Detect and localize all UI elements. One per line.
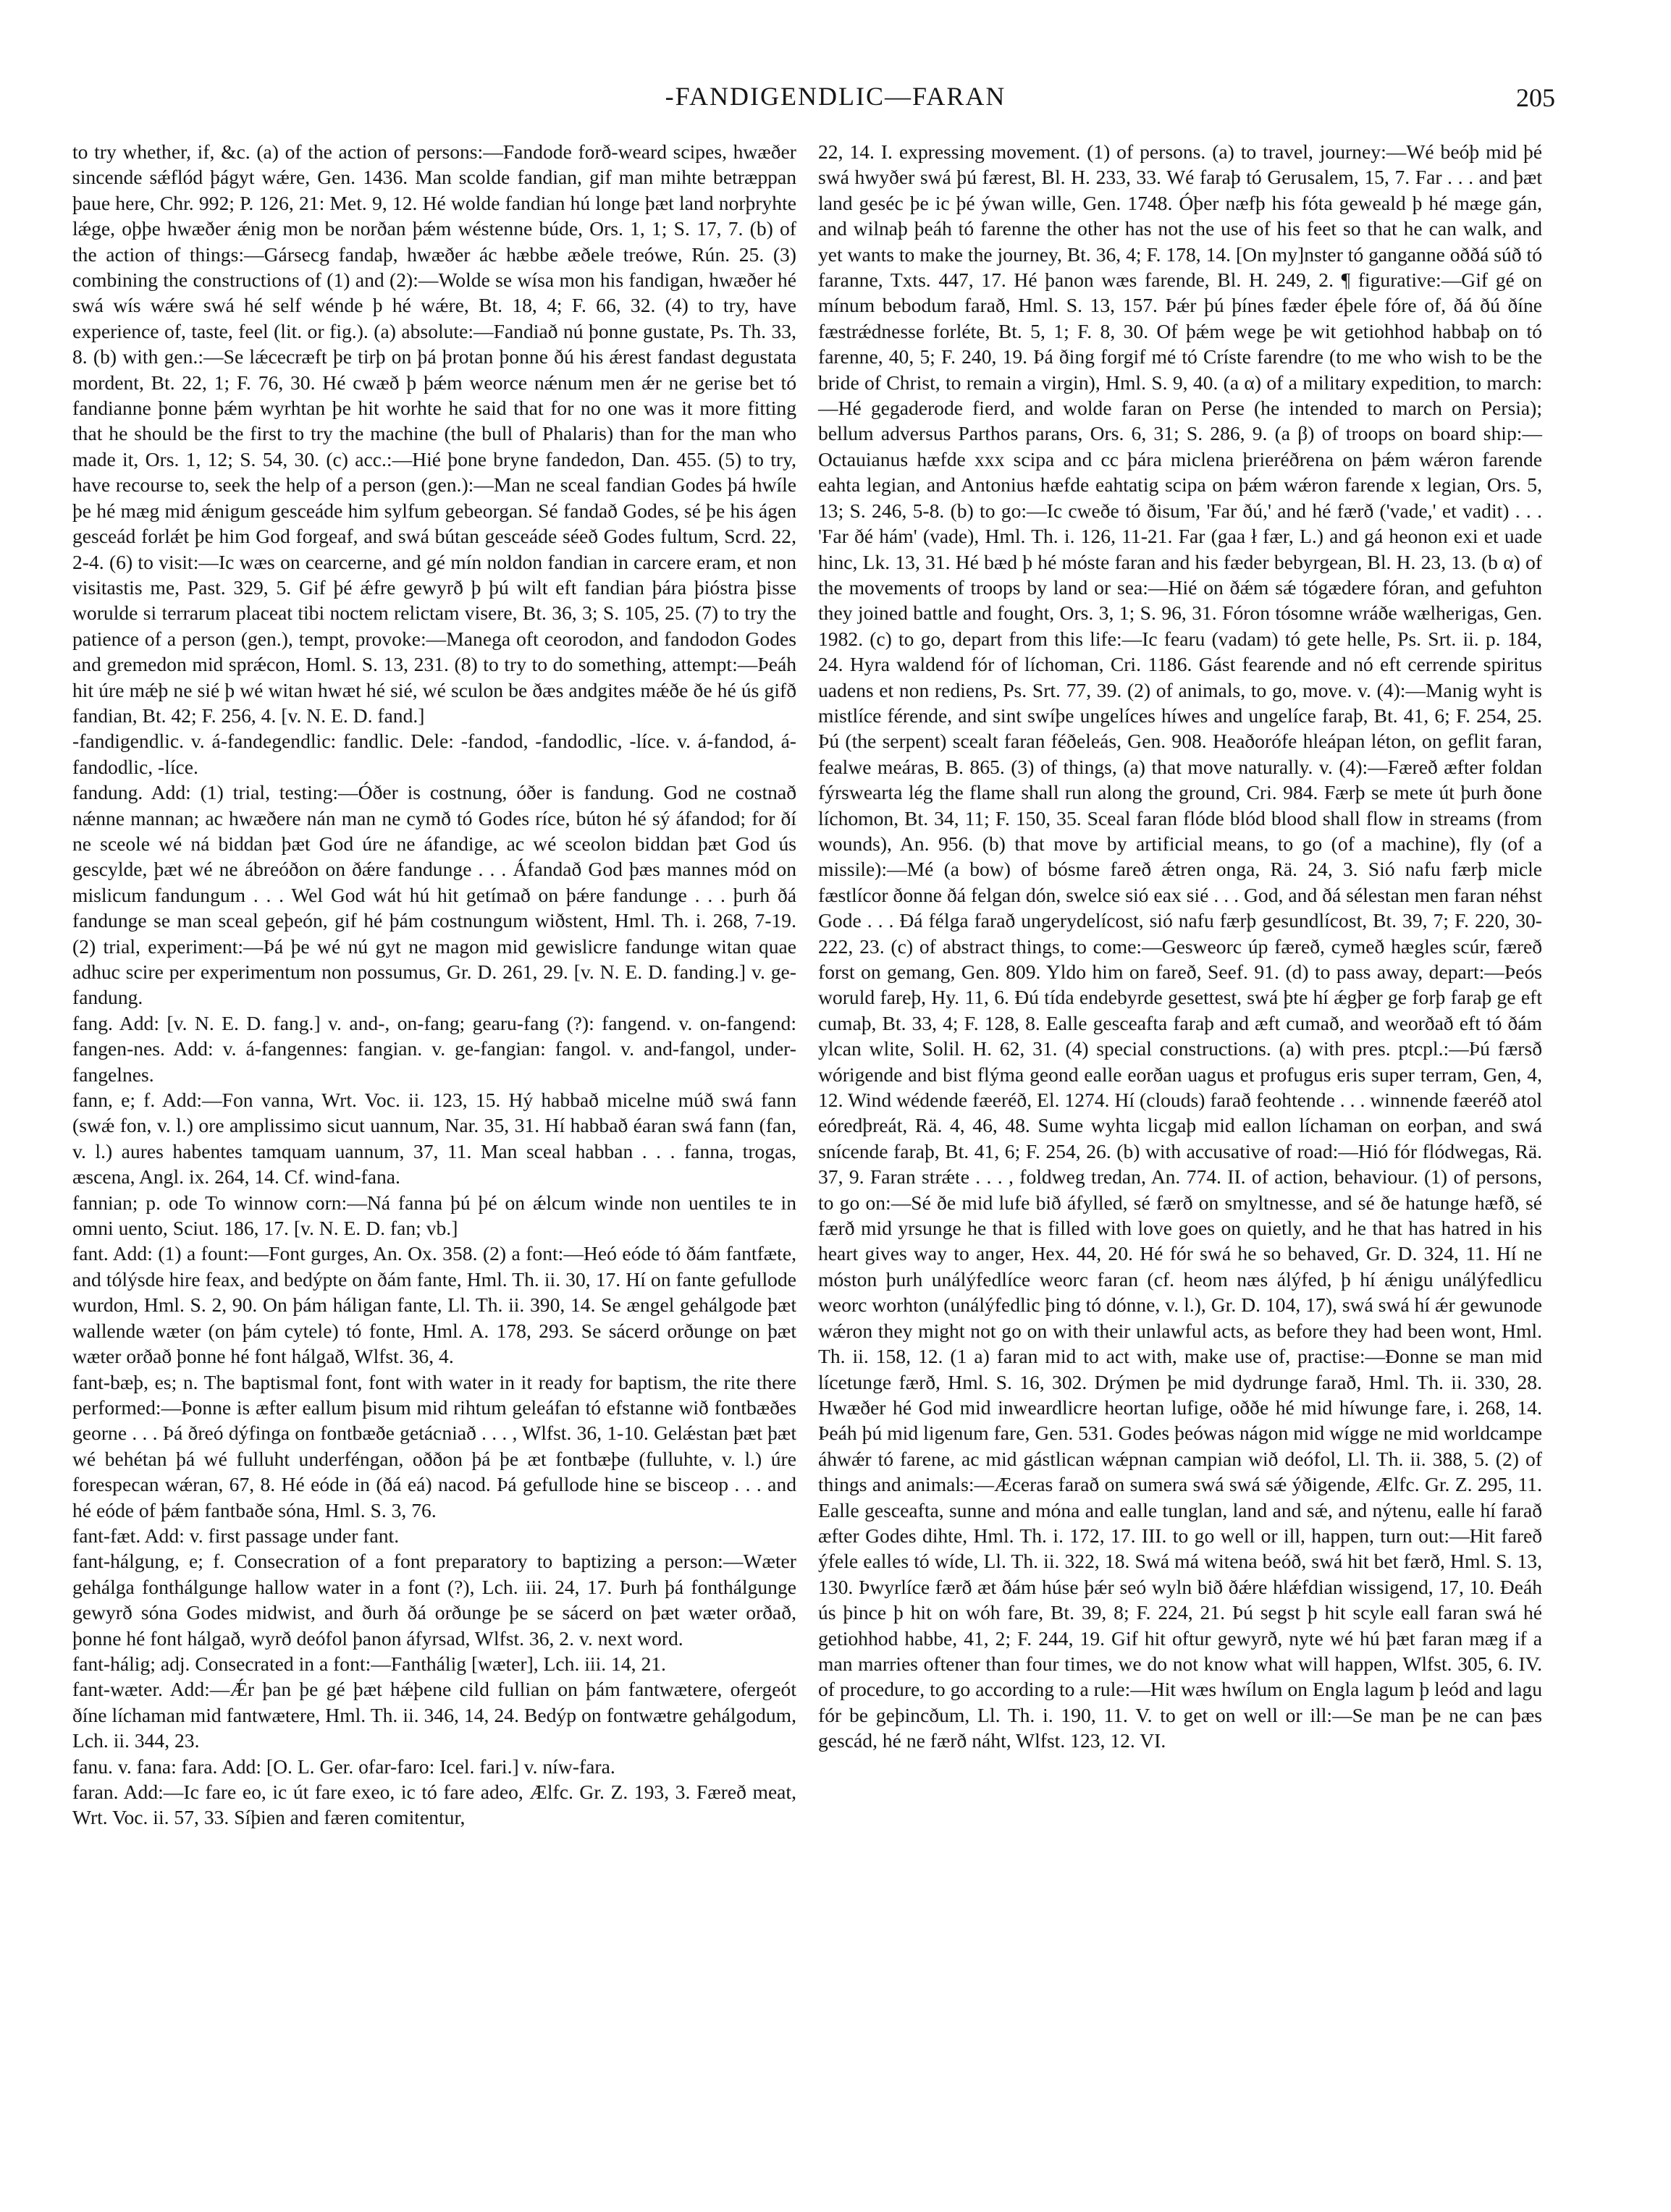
entry-fannian: fannian; p. ode To winnow corn:—Ná fanna þú þé on ǽlcum winde non uentiles te in omni uento, Sciut. 186, 17. [v. N. E. D. fan; vb.] (72, 1191, 796, 1240)
entry-fant-baeth: fant-bæþ, es; n. The baptismal font, font with water in it ready for baptism, the rite there performed:—Þonne is æfter eallum þisum mid rihtum geleáfan tó efstanne wið fontbæðes georne . . . Þá ðreó dýfinga on fontbæðe getácniað . . . , Wlfst. 36, 1-10. Gelǽstan þæt þæt wé behétan þá wé fulluht underféngan, oððon þá þe æt fontbæþe (fulluhte, v. l.) úre forespecan wǽran, 67, 8. Hé eóde in (ðá eá) nacod. Þá gefullode hine se bisceop . . . and hé eóde of þǽm fantbaðe sóna, Hml. S. 3, 76. (72, 1370, 796, 1521)
entry-fann: fann, e; f. Add:—Fon vanna, Wrt. Voc. ii. 123, 15. Hý habbað micelne múð swá fann (swǽ fon, v. l.) ore amplissimo sicut uannum, Nar. 35, 31. Hí habbað éaran swá fann (fan, v. l.) aures habentes tamquam uannum, 37, 11. Man sceal habban . . . fanna, trogas, æscena, Angl. ix. 264, 14. Cf. wind-fana. (72, 1089, 796, 1189)
entry-fant-halig: fant-hálig; adj. Consecrated in a font:—Fanthálig [wæter], Lch. iii. 14, 21. (72, 1652, 666, 1675)
entry-fang: fang. Add: [v. N. E. D. fang.] v. and-, on-fang; gearu-fang (?): fangend. v. on-fangend: fangen-nes. Add: v. á-fangennes: fangian. v. ge-fangian: fangol. v. and-fangol, under-fangelnes. (72, 1011, 796, 1086)
page-title: -FANDIGENDLIC—FARAN (665, 82, 1006, 111)
right-column (818, 139, 1542, 1754)
page-number: 205 (1516, 83, 1555, 112)
entry-fant-waeter: fant-wæter. Add:—Ǽr þan þe gé þæt hǽþene cild fullian on þám fantwætere, ofergeót ðíne líchaman mid fantwætere, Hml. Th. ii. 346, 14, 24. Bedýp on fontwætre gehálgodum, Lch. ii. 344, 23. (72, 1678, 796, 1752)
entry-fant: fant. Add: (1) a fount:—Font gurges, An. Ox. 358. (2) a font:—Heó eóde tó ðám fantfæte, and tólýsde hire feax, and bedýpte on ðám fante, Hml. Th. ii. 30, 17. Hí on fante gefullode wurdon, Hml. S. 2, 90. On þám háligan fante, Ll. Th. ii. 390, 14. Se ængel gehálgode þæt wallende wæter (on þám cytele) tó fonte, Hml. A. 178, 293. Se sácerd orðunge on þæt wæter orðað þonne hé font hálgað, Wlfst. 36, 4. (72, 1242, 796, 1368)
entry-fandigendlic: -fandigendlic. v. á-fandegendlic: fandlic. Dele: -fandod, -fandodlic, -líce. v. á-fandod, á-fandodlic, -líce. (72, 730, 796, 778)
entry-faran-continued: 22, 14. I. expressing movement. (1) of persons. (a) to travel, journey:—Wé beóþ mid þé swá hwyðer swá þú færest, Bl. H. 233, 33. Wé faraþ tó Gerusalem, 15, 7. Far . . . and þæt land geséc þe ic þé ýwan wille, Gen. 1748. Óþer næfþ his fóta geweald þ hé mæge gán, and wilnaþ þeáh tó farenne the other has not the use of his feet so that he can walk, and yet wants to make the journey, Bt. 36, 4; F. 178, 14. [On my]nster tó ganganne oððá súð tó faranne, Txts. 447, 17. Hé þanon wæs farende, Bl. H. 249, 2. ¶ figurative:—Gif gé on mínum bebodum farað, Hml. S. 13, 157. Þǽr þú þínes fæder éþele fóre of, ðá ðú ðíne fæstrǽdnesse forléte, Bt. 5, 1; F. 8, 30. Of þǽm wege þe wit getiohhod habbaþ on tó farenne, 40, 5; F. 240, 19. Þá ðing forgif mé tó Críste farendre (to me who wish to be the bride of Christ, to remain a virgin), Hml. S. 9, 40. (a α) of a military expedition, to march:—Hé gegaderode fierd, and wolde faran on Perse (he intended to march on Persia); bellum adversus Parthos parans, Ors. 6, 31; S. 286, 9. (a β) of troops on board ship:—Octauianus hæfde xxx scipa and cc þára miclena þrieréðrena on þǽm wǽron farende eahta legian, and Antonius hæfde eahtatig scipa on þǽm wǽron farende x legian, Ors. 5, 13; S. 246, 5-8. (b) to go:—Ic cweðe tó ðisum, 'Far ðú,' and hé færð ('vade,' et vadit) . . . 'Far ðé hám' (vade), Hml. Th. i. 126, 11-21. Far (gaa ł fær, L.) and gá heonon exi et uade hinc, Lk. 13, 31. Hé bæd þ hé móste faran and his fæder bebyrgean, Bl. H. 23, 13. (b α) of the movements of troops by land or sea:—Hié on ðǽm sǽ tógædere fóran, and gefuhton they joined battle and fought, Ors. 3, 1; S. 96, 31. Fóron tósomne wráðe wælherigas, Gen. 1982. (c) to go, depart from this life:—Ic fearu (vadam) tó gete helle, Ps. Srt. ii. p. 184, 24. Hyra waldend fór of líchoman, Cri. 1186. Gást fearende and nó eft cerrende spiritus uadens et non rediens, Ps. Srt. 77, 39. (2) of animals, to go, move. v. (4):—Manig wyht is mistlíce férende, and sint swíþe ungelíces híwes and ungelíce faraþ, Bt. 41, 6; F. 254, 25. Þú (the serpent) scealt faran féðeleás, Gen. 908. Heaðorófe hleápan léton, on geflit faran, fealwe meáras, B. 865. (3) of things, (a) that move naturally. v. (4):—Færeð æfter foldan fýrswearta lég the flame shall run along the ground, Cri. 984. Færþ se mete út þurh ðone líchomon, Bt. 34, 11; F. 150, 35. Sceal faran flóde blód blood shall flow in streams (from wounds), An. 956. (b) that move by artificial means, to go (of a machine), fly (of a missile):—Mé (a bow) of bósme fareð ǽtren onga, Rä. 24, 3. Sió nafu færþ micle fæstlícor ðonne ðá felgan dón, swelce sió eax sié . . . God, and ðá sélestan men faran néhst Gode . . . Ðá félga farað ungerydelícost, sió nafu færþ gesundlícost, Bt. 39, 7; F. 220, 30-222, 23. (c) of abstract things, to come:—Gesweorc úp færeð, cymeð hægles scúr, færeð forst on gemang, Gen. 809. Yldo him on fareð, Seef. 91. (d) to pass away, depart:—Þeós woruld fareþ, Hy. 11, 6. Ðú tída endebyrde gesettest, swá þte hí ǽgþer ge forþ faraþ ge eft cumaþ, Bt. 33, 4; F. 128, 8. Ealle gesceafta faraþ and æft cumað, and weorðað eft tó ðám ylcan wlite, Solil. H. 62, 31. (4) special constructions. (a) with pres. ptcpl.:—Þú færsð wórigende and bist flýma geond ealle eorðan uagus et profugus eris super terram, Gen, 4, 12. Wind wédende fæeréð, El. 1274. Hí (clouds) farað feohtende . . . winnende fæeréð atol eóredþreát, Rä. 4, 46, 48. Sume wyhta licgaþ mid eallon líchaman on eorþan, and swá snícende faraþ, Bt. 41, 6; F. 254, 26. (b) with accusative of road:—Hió fór flódwegas, Rä. 37, 9. Faran strǽte . . . , foldweg tredan, An. 774. II. of action, behaviour. (1) of persons, to go on:—Sé ðe mid lufe bið áfylled, sé færð on smyltnesse, and sé ðe hatunge hæfð, sé færð mid yrsunge he that is filled with love goes on quietly, and he that has hatred in his heart gives way to anger, Hex. 44, 20. Hé fór swá he so behaved, Gr. D. 324, 11. Hí ne móston þurh unálýfedlíce weorc faran (cf. heom næs álýfed, þ hí ǽnigu unálýfedlicu weorc worhton (unálýfedlic þing tó dónne, v. l.), Gr. D. 104, 17), swá swá hí ǽr gewunode wǽron they might not go on with their unlawful acts, as before they had been wont, Hml. Th. ii. 158, 12. (1 a) faran mid to act with, make use of, practise:—Ðonne se man mid lícetunge færð, Hml. S. 16, 302. Drýmen þe mid dydrunge farað, Hml. Th. ii. 330, 28. Hwæðer hé God mid inweardlicre heortan lufige, oððe hé mid híwunge fare, i. 268, 14. Þeáh þú mid ligenum fare, Gen. 531. Godes þeówas nágon mid wígge ne mid worldcampe áhwǽr tó farene, ac mid gástlican wǽpnan campian wið deófol, Ll. Th. ii. 388, 5. (2) of things and animals:—Æceras farað on sumera swá swá sǽ ýðigende, Ælfc. Gr. Z. 295, 11. Ealle gesceafta, sunne and móna and ealle tunglan, land and sǽ, and nýtenu, ealle hí farað æfter Godes dihte, Hml. Th. i. 172, 17. III. to go well or ill, happen, turn out:—Hit fareð ýfele ealles tó wíde, Ll. Th. ii. 322, 18. Swá má witena beóð, swá hit bet færð, Hml. S. 13, 130. Þwyrlíce færð æt ðám húse þǽr seó wyln bið ðǽre hlǽfdian wissigend, 17, 10. Ðeáh ús þince þ hit on wóh fare, Bt. 39, 8; F. 224, 21. Þú segst þ hit scyle eall faran swá hé getiohhod habbe, 41, 2; F. 244, 19. Gif hit oftur gewyrð, nyte wé hú þæt faran mæg if a man marries oftener than four times, we do not know what will happen, Wlfst. 305, 6. IV. of procedure, to go according to a rule:—Hit wæs hwílum on Engla lagum þ leód and lagu fór be geþincðum, Ll. Th. i. 190, 11. V. to get on well or ill:—Se man þe ne can þæs gescád, hé ne færð náht, Wlfst. 123, 12. VI. (818, 140, 1542, 1752)
entry-fanu: fanu. v. fana: fara. Add: [O. L. Ger. ofar-faro: Icel. fari.] v. níw-fara. (72, 1755, 615, 1778)
entry-fant-halgung: fant-hálgung, e; f. Consecration of a font preparatory to baptizing a person:—Wæter gehálga fonthálgunge hallow water in a font (?), Lch. iii. 24, 17. Þurh þá fonthálgunge gewyrð sóna Godes midwist, and ðurh ðá orðunge þe se sácerd on þæt wæter orðað, þonne hé font hálgað, wyrð deófol þanon áfyrsad, Wlfst. 36, 2. v. next word. (72, 1550, 796, 1650)
entry-faran: faran. Add:—Ic fare eo, ic út fare exeo, ic tó fare adeo, Ælfc. Gr. Z. 193, 3. Færeð meat, Wrt. Voc. ii. 57, 33. Síþien and færen comitentur, (72, 1781, 796, 1829)
entry-fant-faet: fant-fæt. Add: v. first passage under fant. (72, 1524, 400, 1547)
entry-fandian-continued: to try whether, if, &c. (a) of the action of persons:—Fandode forð-weard scipes, hwæðer sincende sǽflód þágyt wǽre, Gen. 1436. Man scolde fandian, gif man mihte betræppan þaue here, Chr. 992; P. 126, 21: Met. 9, 12. Hé wolde fandian hú longe þæt land norþryhte lǽge, oþþe hwæðer ǽnig mon be norðan þǽm wéstenne búde, Ors. 1, 1; S. 17, 7. (b) of the action of things:—Gársecg fandaþ, hwæðer ác hæbbe æðele treówe, Rún. 25. (3) combining the constructions of (1) and (2):—Wolde se wísa mon his fandigan, hwæðer hé swá wís wǽre swá hé self wénde þ hé wǽre, Bt. 18, 4; F. 66, 32. (4) to try, have experience of, taste, feel (lit. or fig.). (a) absolute:—Fandiað nú þonne gustate, Ps. Th. 33, 8. (b) with gen.:—Se lǽcecræft þe tirþ on þá þrotan þonne ðú his ǽrest fandast degustata mordent, Bt. 22, 1; F. 76, 30. Hé cwæð þ þǽm weorce nǽnum men ǽr ne gerise bet tó fandianne þonne þǽm wyrhtan þe hit worhte he said that for no one was it more fitting that he should be the first to try the machine (the bull of Phalaris) than for the man who made it, Ors. 1, 12; S. 54, 30. (c) acc.:—Hié þone bryne fandedon, Dan. 455. (5) to try, have recourse to, seek the help of a person (gen.):—Man ne sceal fandian Godes þá hwíle þe hé mæg mid ǽnigum gesceáde him sylfum gebeorgan. Sé fandað Godes, sé þe his ágen gesceád forlǽt þe him God forgeaf, and swá bútan gesceáde séeð Godes fultum, Scrd. 22, 2-4. (6) to visit:—Ic wæs on cearcerne, and gé mín noldon fandian in carcere eram, et non visitastis me, Past. 329, 5. Gif þé ǽfre gewyrð þ þú wilt eft fandian þára þióstra þisse worulde si terrarum placeat tibi noctem relictam visere, Bt. 36, 3; S. 105, 25. (7) to try the patience of a person (gen.), tempt, provoke:—Manega oft ceorodon, and fandodon Godes and gremedon mid sprǽcon, Homl. S. 13, 231. (8) to try to do something, attempt:—Þeáh hit úre mǽþ ne sié þ wé witan hwæt hé sié, wé sculon be ðæs andgites mǽðe ðe hé ús gifð fandian, Bt. 42; F. 256, 4. [v. N. E. D. fand.] (72, 140, 796, 727)
running-head (0, 81, 1671, 117)
left-column (72, 139, 796, 1831)
entry-fandung: fandung. Add: (1) trial, testing:—Óðer is costnung, óðer is fandung. God ne costnað nǽnne mannan; ac hwæðere nán man ne cymð tó Godes ríce, búton hé sý áfandod; for ðí ne sceole wé ná biddan þæt God úre ne áfandige, ac wé sceolon biddan þæt God ús gescylde, þæt wé ne ábreóðon on ðǽre fandunge . . . Áfandað God þæs mannes mód on mislicum fandungum . . . Wel God wát hú hit getímað on þǽre fandunge . . . þurh ðá fandunge se man sceal geþeón, gif hé þám costnungum wiðstent, Hml. Th. i. 268, 7-19. (2) trial, experiment:—Þá þe wé nú gyt ne magon mid gewislicre fandunge witan quae adhuc scire per experimentum non possumus, Gr. D. 261, 29. [v. N. E. D. fanding.] v. ge-fandung. (72, 781, 796, 1009)
